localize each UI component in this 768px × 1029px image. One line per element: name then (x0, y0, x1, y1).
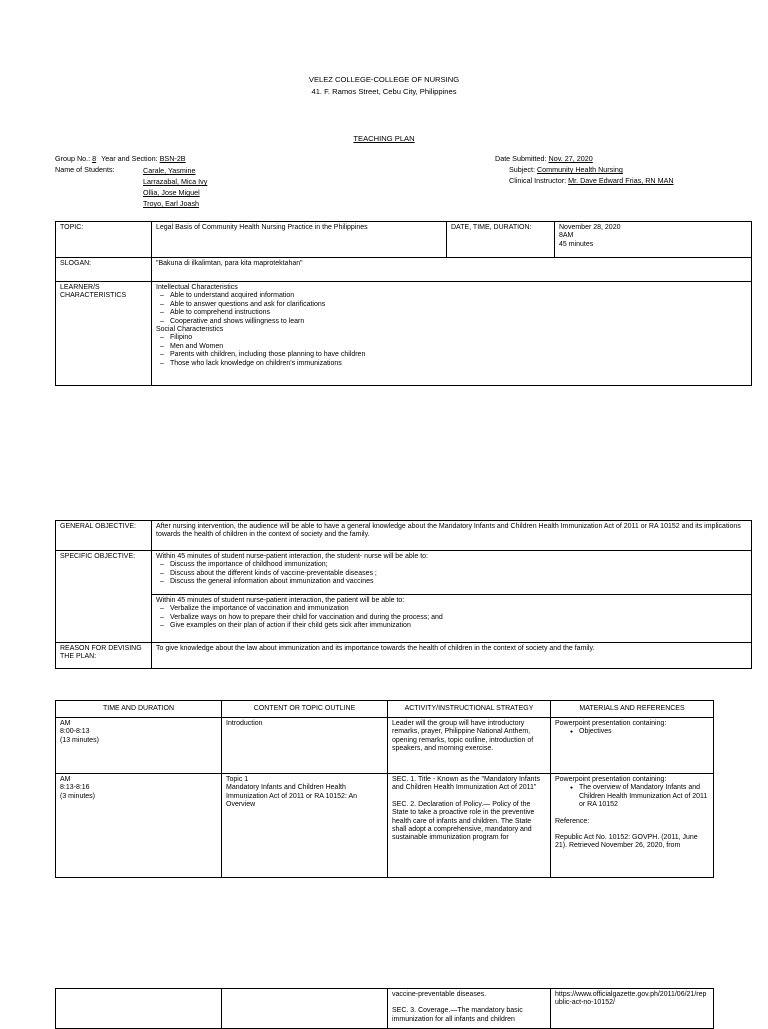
time-value: 8AM (559, 232, 574, 240)
topic-title: Mandatory Infants and Children Health Immunization Act of 2011 or RA 10152: An Overview (226, 784, 358, 809)
list-item: – Discuss the importance of childhood immunization; (170, 561, 747, 569)
reason-value: To give knowledge about the law about immunization and its importance towards the health of children in the context of society and the family. (152, 643, 752, 669)
duration-value: 45 minutes (559, 240, 594, 248)
specific-objective-row-1 (56, 551, 752, 595)
list-item: – Discuss about the different kinds of vaccine-preventable diseases ; (170, 570, 747, 578)
specific-objective-row-2 (56, 595, 752, 643)
general-objective-label: GENERAL OBJECTIVE: (56, 521, 152, 551)
student-name: Troyo, Earl Joash (143, 199, 200, 208)
students-label: Name of Students: (55, 165, 115, 174)
general-objective-row (56, 521, 752, 551)
time-cell (56, 989, 222, 1029)
instructor-line (509, 176, 674, 185)
materials-intro: Powerpoint presentation containing: (555, 776, 667, 783)
section-text: vaccine-preventable diseases. (392, 991, 487, 998)
list-item: – Give examples on their plan of action if their child gets sick after immunization (170, 622, 747, 630)
student-name: Larrazabal, Mica Ivy (143, 177, 208, 186)
section-label: Year and Section: (101, 154, 158, 163)
student-name: Ollia, Jose Miguel (143, 188, 200, 197)
datetime-values (555, 222, 752, 258)
group-line (55, 154, 186, 163)
subject-value: Community Health Nursing (536, 165, 623, 174)
date-value: Nov. 27, 2020 (548, 154, 593, 163)
specific-list (156, 561, 747, 586)
intellectual-list (156, 292, 747, 326)
intellectual-heading: Intellectual Characteristics (156, 284, 238, 291)
content-cell (222, 989, 388, 1029)
column-header-activity: ACTIVITY/INSTRUCTIONAL STRATEGY (388, 701, 551, 718)
specific-objective-value-2 (152, 595, 752, 643)
reason-label: REASON FOR DEVISING THE PLAN: (56, 643, 152, 669)
college-address: 41. F. Ramos Street, Cebu City, Philippines (311, 87, 457, 96)
materials-intro: Powerpoint presentation containing: (555, 720, 667, 727)
learners-label: LEARNER/S CHARACTERISTICS (56, 282, 152, 386)
list-item: – Able to understand acquired information (170, 292, 747, 300)
section-text: SEC. 3. Coverage.—The mandatory basic immunization for all infants and children (392, 1007, 523, 1023)
students-list (143, 165, 207, 209)
time-cell (56, 718, 222, 774)
list-item: – Parents with children, including those planning to have children (170, 351, 747, 359)
instructor-value: Mr. Dave Edward Frias, RN MAN (568, 176, 674, 185)
objectives-table (55, 520, 752, 669)
list-item: – Discuss the general information about immunization and vaccines (170, 578, 747, 586)
materials-list (555, 784, 709, 809)
time-range: 8:13-8:16 (60, 784, 90, 792)
document-title: TEACHING PLAN (353, 134, 415, 143)
social-list (156, 334, 747, 368)
time-duration: (13 minutes) (60, 736, 99, 744)
specific-objective-value-1 (152, 551, 752, 595)
general-objective-value: After nursing intervention, the audience will be able to have a general knowledge about the Mandatory Infants and Children Health Immunization Act of 2011 or RA 10152 and its implications towards the health of children in the context of society and the family. (152, 521, 752, 551)
content-cell: Introduction (222, 718, 388, 774)
section-value: BSN-2B (159, 154, 186, 163)
column-header-materials: MATERIALS AND REFERENCES (551, 701, 714, 718)
column-header-content: CONTENT OR TOPIC OUTLINE (222, 701, 388, 718)
reason-row (56, 643, 752, 669)
list-item: – Verbalize the importance of vaccination and immunization (170, 605, 747, 613)
time-cell (56, 774, 222, 878)
table-row (56, 989, 714, 1029)
topic-number: Topic 1 (226, 776, 249, 783)
content-cell (222, 774, 388, 878)
materials-cell: https://www.officialgazette.gov.ph/2011/06/21/republic-act-no-10152/ (551, 989, 714, 1029)
instructor-label: Clinical Instructor: (509, 176, 567, 185)
slogan-value: "Bakuna di ilkalimtan, para kita maprotektahan" (152, 258, 752, 282)
plan-table (55, 221, 752, 386)
time-range: 8:00-8:13 (60, 728, 90, 736)
section-text: SEC. 1. Title - Known as the "Mandatory Infants and Children Health Immunization Act of 2011" (392, 776, 541, 792)
materials-cell (551, 718, 714, 774)
topic-value: Legal Basis of Community Health Nursing Practice in the Philippines (152, 222, 447, 258)
topic-label: TOPIC: (56, 222, 152, 258)
datetime-label: DATE, TIME, DURATION: (447, 222, 555, 258)
activity-cell: Leader will the group will have introductory remarks, prayer, Philippine National Anthem, opening remarks, topic outline, introduction of speakers, and morning exercise. (388, 718, 551, 774)
list-item: – Able to answer questions and ask for clarifications (170, 301, 747, 309)
list-item: ● The overview of Mandatory Infants and Children Health Immunization Act of 2011 or RA 10152 (579, 784, 709, 809)
topic-row (56, 222, 752, 258)
section-text: SEC. 2. Declaration of Policy.— Policy of the State to take a proactive role in the preventive health care of infants and children. The State shall adopt a comprehensive, mandatory and sustainable immunization program for (392, 800, 535, 842)
slogan-row (56, 258, 752, 282)
specific-intro: Within 45 minutes of student nurse-patient interaction, the patient will be able to: (156, 597, 405, 604)
slogan-label: SLOGAN: (56, 258, 152, 282)
list-item: – Men and Women (170, 343, 747, 351)
date-value: November 28, 2020 (559, 224, 621, 231)
time-period: AM (60, 720, 71, 727)
specific-list (156, 605, 747, 630)
learners-value (152, 282, 752, 386)
materials-list (555, 728, 709, 736)
list-item: – Cooperative and shows willingness to learn (170, 318, 747, 326)
table-row (56, 718, 714, 774)
list-item: – Able to comprehend instructions (170, 309, 747, 317)
date-line (495, 154, 593, 163)
group-value: 8 (92, 154, 97, 163)
specific-intro: Within 45 minutes of student nurse-patient interaction, the student- nurse will be able to: (156, 553, 428, 560)
reference-value: Republic Act No. 10152: GOVPH. (2011, June 21). Retrieved November 26, 2020, from (555, 833, 698, 850)
subject-label: Subject: (509, 165, 535, 174)
group-label: Group No.: (55, 154, 91, 163)
time-period: AM (60, 776, 71, 783)
subject-line (509, 165, 623, 174)
specific-objective-label: SPECIFIC OBJECTIVE: (56, 551, 152, 643)
list-item: – Verbalize ways on how to prepare their child for vaccination and during the process; and (170, 614, 747, 622)
reference-label: Reference: (555, 817, 590, 825)
materials-cell (551, 774, 714, 878)
social-heading: Social Characteristics (156, 325, 224, 333)
student-name: Carale, Yasmine (143, 166, 196, 175)
list-item: – Those who lack knowledge on children's immunizations (170, 360, 747, 368)
activity-cell (388, 989, 551, 1029)
time-duration: (3 minutes) (60, 792, 96, 800)
list-item: – Filipino (170, 334, 747, 342)
schedule-table-continued (55, 988, 714, 1029)
activity-cell (388, 774, 551, 878)
schedule-table (55, 700, 714, 878)
date-label: Date Submitted: (495, 154, 547, 163)
learners-row (56, 282, 752, 386)
column-header-time: TIME AND DURATION (56, 701, 222, 718)
schedule-header-row (56, 701, 714, 718)
table-row (56, 774, 714, 878)
college-name: VELEZ COLLEGE-COLLEGE OF NURSING (308, 75, 460, 84)
list-item: ● Objectives (579, 728, 709, 736)
